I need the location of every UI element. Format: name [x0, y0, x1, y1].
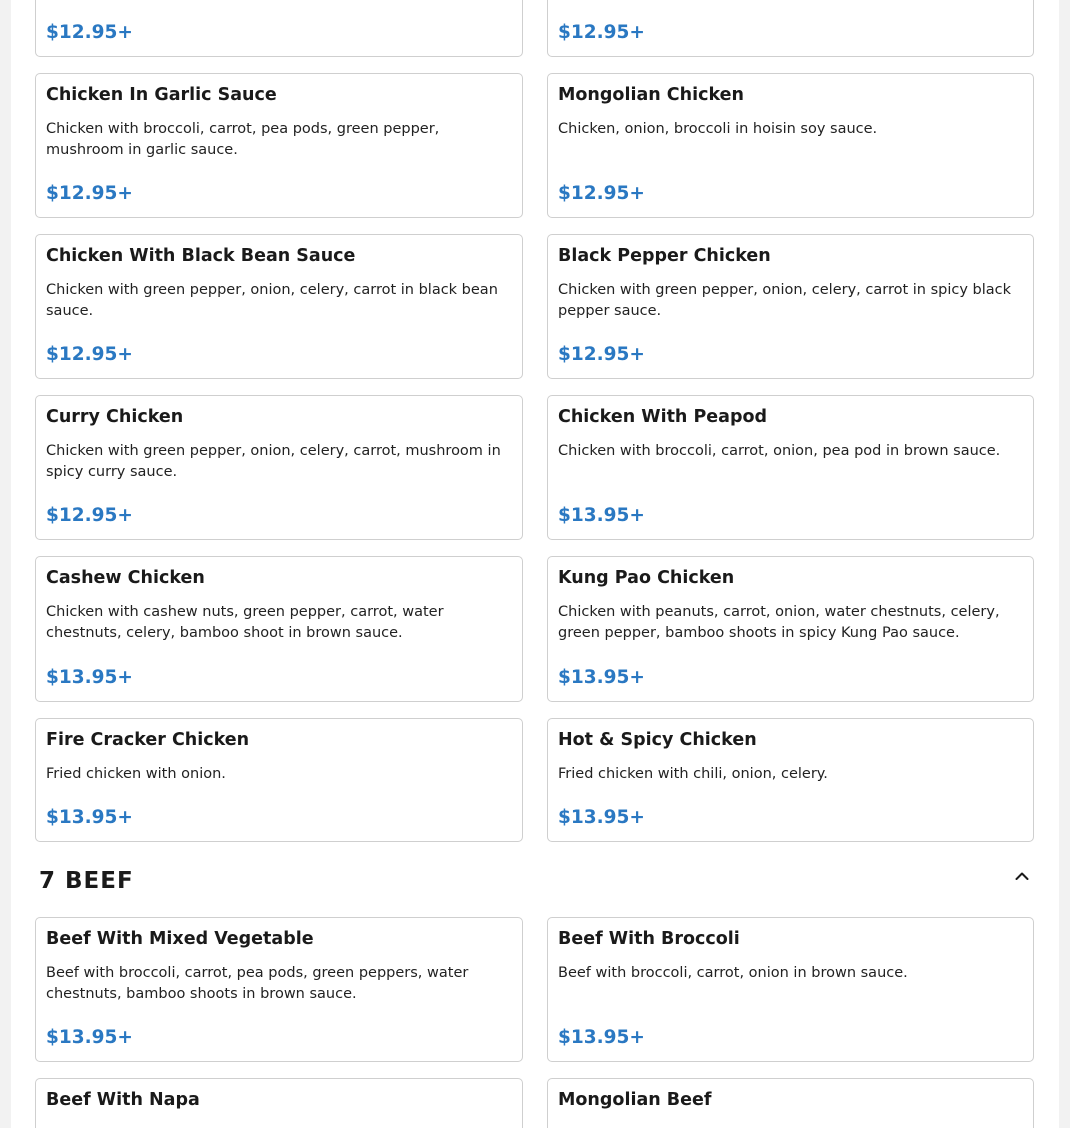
menu-item-card[interactable] [35, 73, 523, 218]
item-name: Mongolian Beef [558, 1090, 712, 1110]
chevron-up-icon [1014, 868, 1030, 884]
menu-item-card[interactable] [35, 395, 523, 540]
item-name: Beef With Mixed Vegetable [46, 929, 314, 949]
menu-item-card[interactable] [547, 556, 1034, 702]
menu-grid-top [35, 0, 1034, 57]
menu-item-card[interactable] [547, 234, 1034, 379]
item-description: Chicken with broccoli, carrot, pea pods, green pepper, mushroom in garlic sauce. [46, 121, 440, 158]
item-description: Beef with broccoli, carrot, pea pods, green peppers, water chestnuts, bamboo shoots in brown sauce. [46, 965, 469, 1002]
item-description: Chicken with peanuts, carrot, onion, water chestnuts, celery, green pepper, bamboo shoots in spicy Kung Pao sauce. [558, 604, 1000, 641]
item-description: Chicken with green pepper, onion, celery, carrot in spicy black pepper sauce. [558, 282, 1012, 319]
item-name: Fire Cracker Chicken [46, 730, 250, 750]
menu-page [11, 0, 1059, 1128]
item-name: Beef With Broccoli [558, 929, 740, 949]
menu-item-card[interactable] [547, 73, 1034, 218]
item-price: $12.95+ [46, 22, 133, 43]
menu-item-card[interactable] [547, 395, 1034, 540]
item-description: Fried chicken with onion. [46, 766, 226, 782]
item-name: Cashew Chicken [46, 568, 205, 588]
item-price: $13.95+ [558, 1027, 645, 1048]
menu-item-card[interactable] [547, 917, 1034, 1062]
item-description: Chicken, onion, broccoli in hoisin soy sauce. [558, 121, 878, 137]
item-name: Curry Chicken [46, 407, 184, 427]
menu-item-card[interactable] [547, 0, 1034, 57]
item-description: Chicken with broccoli, carrot, onion, pea pod in brown sauce. [558, 443, 1001, 459]
chicken-menu-grid [35, 73, 1034, 842]
item-price: $12.95+ [46, 183, 133, 204]
menu-item-card[interactable] [35, 718, 523, 842]
menu-item-card[interactable] [35, 917, 523, 1062]
item-price: $13.95+ [46, 1027, 133, 1048]
menu-item-card[interactable] [35, 234, 523, 379]
item-description: Chicken with green pepper, onion, celery, carrot, mushroom in spicy curry sauce. [46, 443, 501, 480]
item-description: Beef with broccoli, carrot, onion in brown sauce. [558, 965, 908, 981]
menu-item-card[interactable] [547, 718, 1034, 842]
item-description: Fried chicken with chili, onion, celery. [558, 766, 828, 782]
item-name: Chicken With Peapod [558, 407, 768, 427]
menu-item-card[interactable] [547, 1078, 1034, 1128]
item-name: Hot & Spicy Chicken [558, 730, 757, 750]
item-price: $13.95+ [46, 667, 133, 688]
beef-section-header[interactable] [39, 862, 1034, 902]
item-price: $12.95+ [558, 183, 645, 204]
item-name: Kung Pao Chicken [558, 568, 735, 588]
item-name: Mongolian Chicken [558, 85, 744, 105]
item-price: $13.95+ [558, 667, 645, 688]
item-name: Chicken In Garlic Sauce [46, 85, 277, 105]
menu-item-card[interactable] [35, 556, 523, 702]
item-price: $13.95+ [558, 505, 645, 526]
item-price: $13.95+ [46, 807, 133, 828]
item-name: Chicken With Black Bean Sauce [46, 246, 356, 266]
beef-menu-grid [35, 917, 1034, 1128]
item-price: $12.95+ [46, 344, 133, 365]
item-price: $12.95+ [558, 22, 645, 43]
item-price: $12.95+ [46, 505, 133, 526]
item-price: $12.95+ [558, 344, 645, 365]
section-title: 7 BEEF [39, 868, 134, 894]
item-description: Chicken with green pepper, onion, celery, carrot in black bean sauce. [46, 282, 498, 319]
menu-item-card[interactable] [35, 1078, 523, 1128]
item-description: Chicken with cashew nuts, green pepper, carrot, water chestnuts, celery, bamboo shoot in brown sauce. [46, 604, 444, 641]
item-name: Black Pepper Chicken [558, 246, 771, 266]
collapse-button[interactable] [1010, 864, 1034, 888]
menu-item-card[interactable] [35, 0, 523, 57]
item-price: $13.95+ [558, 807, 645, 828]
item-name: Beef With Napa [46, 1090, 200, 1110]
